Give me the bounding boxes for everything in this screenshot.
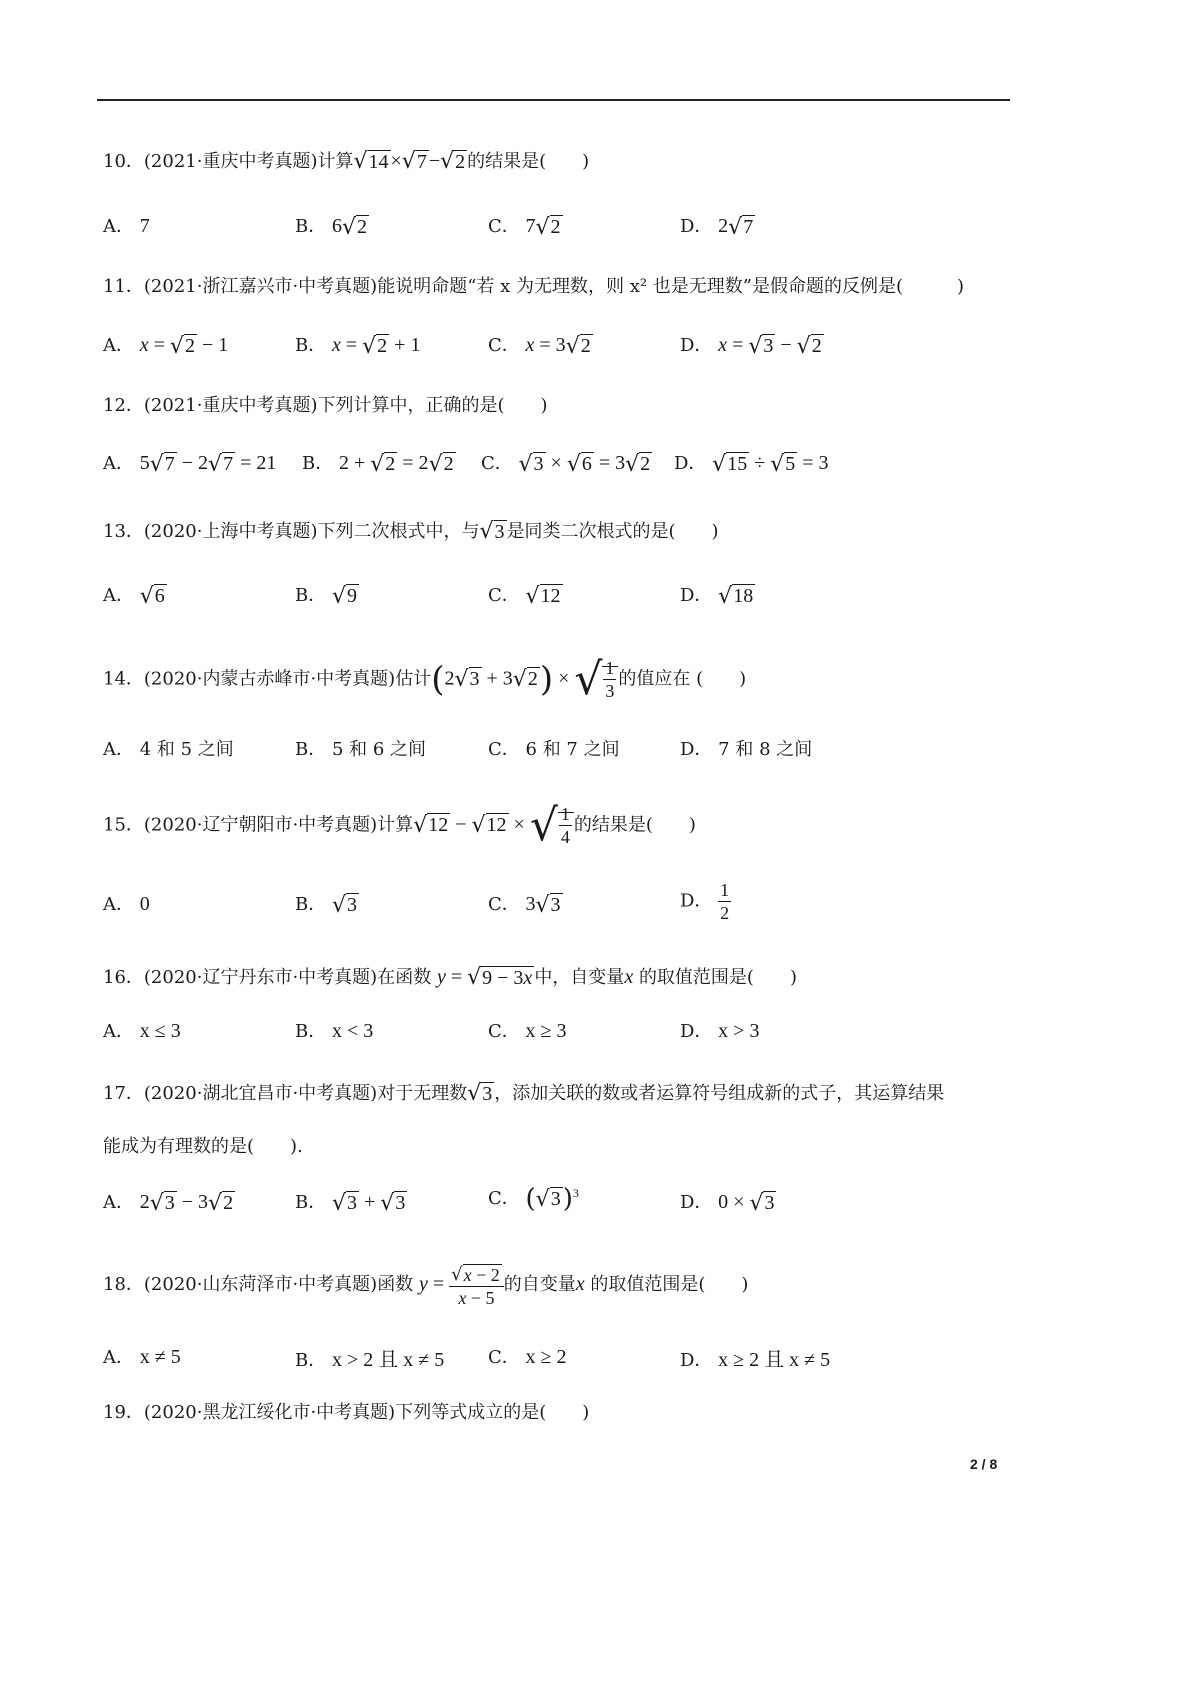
q10-option-c[interactable]: C． 7√2 [488,214,561,240]
question-11: 11．(2021·浙江嘉兴市·中考真题)能说明命题“若 x 为无理数，则 x² 也是无理数”是假命题的反例是( ) [103,276,965,297]
q16-option-c[interactable]: C． x ≥ 3 [488,1020,567,1042]
q12-option-b[interactable]: B． 2 + √2 = 2√2 [302,451,454,477]
q10-option-b[interactable]: B． 6√2 [295,214,367,240]
q17-option-c[interactable]: C． $(√3)^3$ [488,1184,579,1214]
q14-option-d[interactable]: D． 7 和 8 之间 [680,739,813,760]
page-number: 2 / 8 [970,1456,998,1472]
q18-option-a[interactable]: A． x ≠ 5 [103,1346,181,1368]
q10-option-d[interactable]: D． 2√7 [680,214,754,240]
question-14: 14．(2020·内蒙古赤峰市·中考真题)估计(2√3 + 3√2) × √ $\frac{1}{3}$ 的值应在 ( ) [103,654,747,705]
q12-option-d[interactable]: D． √15 ÷ √5 = 3 [674,451,829,477]
q13-option-a[interactable]: A． √6 [103,583,165,609]
q18-option-d[interactable]: D． x ≥ 2 且 x ≠ 5 [680,1349,831,1371]
question-13: 13．(2020·上海中考真题)下列二次根式中，与√3 是同类二次根式的是( ) [103,519,719,544]
q13-option-c[interactable]: C． √12 [488,583,561,609]
q16-option-a[interactable]: A． x ≤ 3 [103,1020,181,1042]
q12-option-a[interactable]: A． 5√7 − 2√7 = 21 [103,451,277,477]
question-16: 16．(2020·辽宁丹东市·中考真题)在函数 y = √9 − 3x 中，自变量x 的取值范围是( ) [103,965,797,990]
q18-option-c[interactable]: C． x ≥ 2 [488,1346,567,1368]
q15-option-d[interactable]: D． $\frac{1}{2}$ [680,880,730,923]
q15-option-c[interactable]: C． 3√3 [488,892,561,918]
q16-option-b[interactable]: B． x < 3 [295,1020,374,1042]
q17-option-b[interactable]: B． √3 + √3 [295,1190,406,1216]
q11-option-c[interactable]: C． x = 3√2 [488,333,591,359]
q11-option-a[interactable]: A． x = √2 − 1 [103,333,229,359]
q17-option-d[interactable]: D． 0 × √3 [680,1190,775,1216]
q13-option-d[interactable]: D． √18 [680,583,754,609]
q14-option-c[interactable]: C． 6 和 7 之间 [488,739,620,760]
q10-option-a[interactable]: A． 7 [103,215,150,237]
q11-option-b[interactable]: B． x = √2 + 1 [295,333,421,359]
question-12: 12．(2021·重庆中考真题)下列计算中，正确的是( ) [103,395,548,416]
q12-option-c[interactable]: C． √3 × √6 = 3√2 [481,451,651,477]
q16-option-d[interactable]: D． x > 3 [680,1020,760,1042]
question-19: 19．(2020·黑龙江绥化市·中考真题)下列等式成立的是( ) [103,1402,590,1423]
q18-option-b[interactable]: B． x > 2 且 x ≠ 5 [295,1349,445,1371]
header-rule [97,99,1010,101]
q14-option-b[interactable]: B． 5 和 6 之间 [295,739,427,760]
q15-option-a[interactable]: A． 0 [103,893,150,915]
question-15: 15．(2020·辽宁朝阳市·中考真题)计算√12 − √12 × √ $\frac{1}{4}$ 的结果是( ) [103,800,696,851]
question-10: 10．(2021·重庆中考真题)计算√14 ×√7 −√2 的结果是( ) [103,149,590,174]
question-17-line2: 能成为有理数的是( ). [103,1136,303,1157]
q15-option-b[interactable]: B． √3 [295,892,357,918]
question-18: 18．(2020·山东菏泽市·中考真题)函数 y = $\frac{√x - 2}{x - 5}$ 的自变量x 的取值范围是( ) [103,1263,749,1308]
question-17: 17．(2020·湖北宜昌市·中考真题)对于无理数√3 ，添加关联的数或者运算符号组成新的式子，其运算结果 [103,1081,945,1106]
q11-option-d[interactable]: D． x = √3 − √2 [680,333,822,359]
q14-option-a[interactable]: A． 4 和 5 之间 [103,739,234,760]
q17-option-a[interactable]: A． 2√3 − 3√2 [103,1190,234,1216]
q13-option-b[interactable]: B． √9 [295,583,357,609]
